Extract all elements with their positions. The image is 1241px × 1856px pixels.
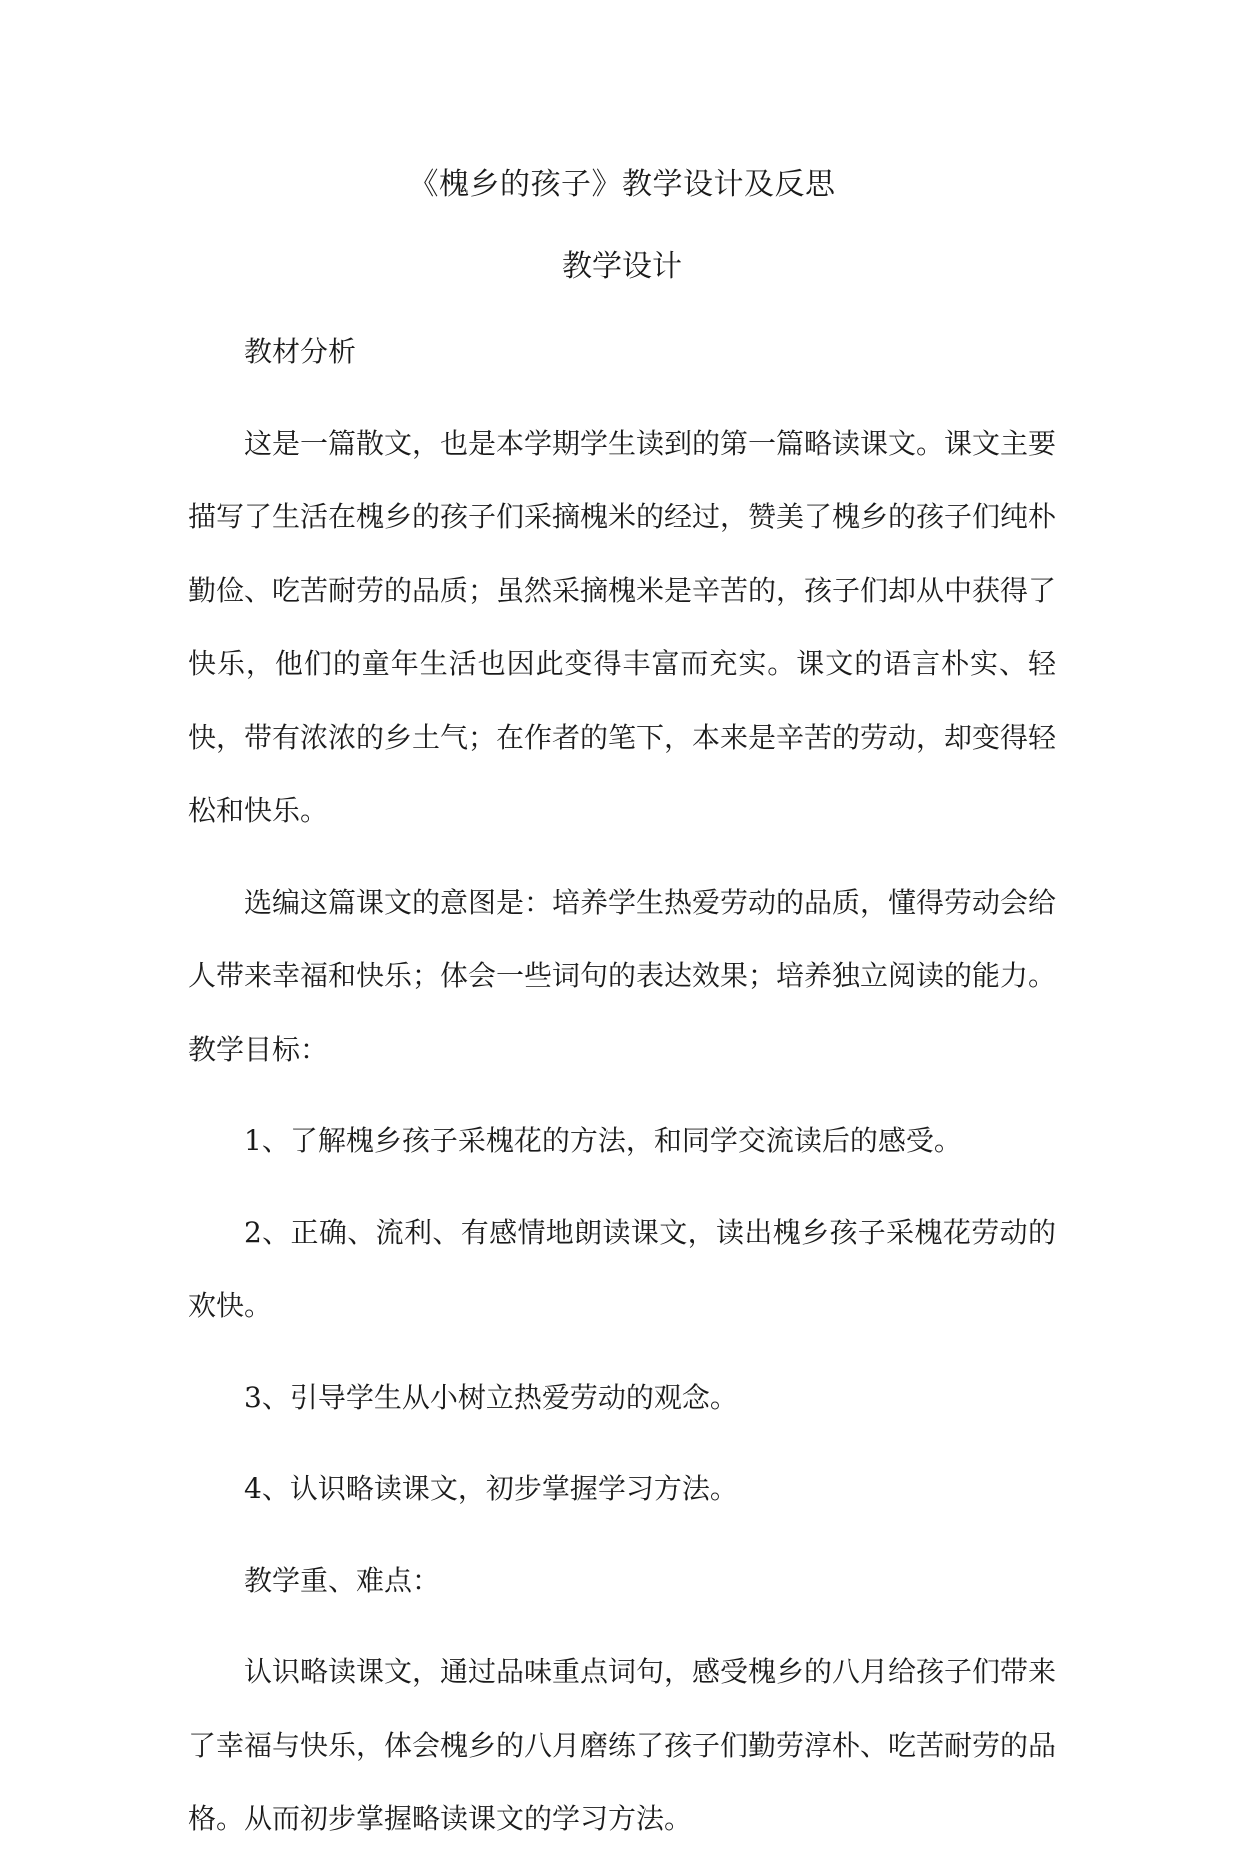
goal-item-4: 4、认识略读课文，初步掌握学习方法。 <box>244 1472 738 1505</box>
document-content <box>188 155 1056 1856</box>
goal-item-3: 3、引导学生从小树立热爱劳动的观念。 <box>244 1380 738 1414</box>
document-subtitle: 教学设计 <box>562 249 682 284</box>
goal-item-2: 2、正确、流利、有感情地朗读课文，读出槐乡孩子采槐花劳动的欢快。 <box>188 1215 1056 1322</box>
document-title: 《槐乡的孩子》教学设计及反思 <box>408 167 836 202</box>
section-heading-key-points: 教学重、难点： <box>244 1563 441 1597</box>
goal-item-1: 1、了解槐乡孩子采槐花的方法，和同学交流读后的感受。 <box>244 1124 962 1157</box>
section-heading-material: 教材分析 <box>244 335 357 368</box>
paragraph-material-2: 选编这篇课文的意图是：培养学生热爱劳动的品质，懂得劳动会给人带来幸福和快乐；体会一些词句的表达效果；培养独立阅读的能力。教学目标： <box>188 885 1057 1066</box>
paragraph-key-points: 认识略读课文，通过品味重点词句，感受槐乡的八月给孩子们带来了幸福与快乐，体会槐乡的八月磨练了孩子们勤劳淳朴、吃苦耐劳的品格。从而初步掌握略读课文的学习方法。 <box>188 1655 1057 1835</box>
paragraph-material-1: 这是一篇散文，也是本学期学生读到的第一篇略读课文。课文主要描写了生活在槐乡的孩子们采摘槐米的经过，赞美了槐乡的孩子们纯朴勤俭、吃苦耐劳的品质；虽然采摘槐米是辛苦的，孩子们却从中获得了快乐，他们的童年生活也因此变得丰富而充实。课文的语言朴实、轻快，带有浓浓的乡土气；在作者的笔下，本来是辛苦的劳动，却变得轻松和快乐。 <box>188 426 1057 827</box>
